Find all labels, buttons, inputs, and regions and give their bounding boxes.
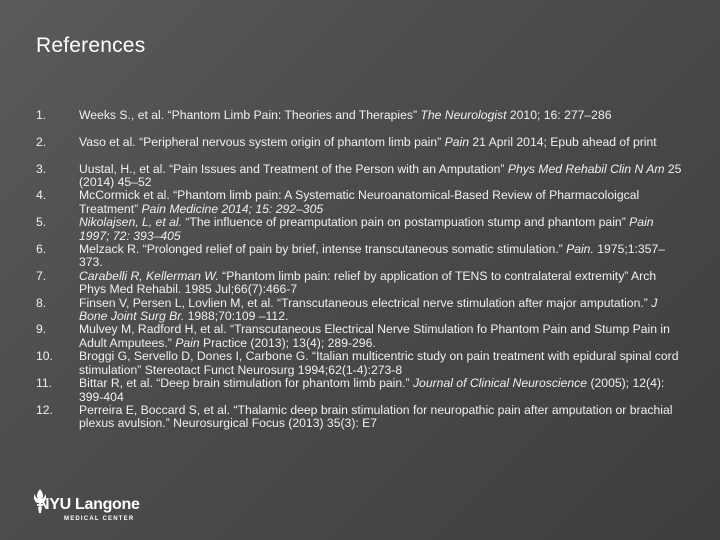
reference-item xyxy=(36,243,686,270)
reference-text xyxy=(79,403,672,430)
reference-italic-segment: Pain. xyxy=(566,242,594,257)
reference-text xyxy=(79,108,612,122)
reference-segment: Bittar R, et al. “Deep brain stimulation for phantom limb pain.” xyxy=(79,376,413,391)
reference-segment: Melzack R. “Prolonged relief of pain by brief, intense transcutaneous somatic stimulation.” xyxy=(79,242,567,257)
reference-number: 8. xyxy=(36,295,47,310)
reference-item xyxy=(36,404,686,431)
reference-number: 12. xyxy=(36,402,53,417)
reference-item xyxy=(36,270,686,297)
reference-text xyxy=(79,215,654,242)
reference-segment: 1975;1:357–373. xyxy=(79,242,666,270)
reference-number: 10. xyxy=(36,349,53,364)
slide-title: References xyxy=(36,34,146,57)
reference-item xyxy=(36,297,686,324)
reference-segment: Mulvey M, Radford H, et al. “Transcutaneous Electrical Nerve Stimulation fo Phantom Pain and Stump Pain in Adult Amputees.” xyxy=(79,322,670,350)
reference-segment: Weeks S., et al. “Phantom Limb Pain: Theories and Therapies” xyxy=(79,108,421,122)
reference-number: 3. xyxy=(36,161,47,176)
reference-segment: Uustal, H., et al. “Pain Issues and Treatment of the Person with an Amputation” xyxy=(79,161,508,176)
reference-number: 11. xyxy=(36,376,53,391)
reference-italic-segment: Phys Med Rehabil Clin N Am xyxy=(507,161,665,176)
reference-item xyxy=(36,323,686,350)
reference-text xyxy=(79,162,681,189)
reference-item xyxy=(36,163,686,190)
reference-item xyxy=(36,136,686,163)
reference-segment: “Phantom limb pain: relief by application of TENS to contralateral extremity” Arch Phys Med Rehabil. 1985 Jul;66(7):466-7 xyxy=(79,268,657,297)
reference-segment: “The influence of preamputation pain on postampuation stump and phantom pain” xyxy=(181,215,630,230)
reference-number: 6. xyxy=(36,242,47,257)
reference-text xyxy=(79,322,670,349)
reference-item xyxy=(36,216,686,243)
reference-italic-segment: Pain xyxy=(175,335,200,350)
reference-list xyxy=(36,109,686,431)
reference-segment: (2005); 12(4): 399-404 xyxy=(79,376,665,404)
reference-item xyxy=(36,189,686,216)
reference-italic-segment: Pain Medicine 2014; 15: 292–305 xyxy=(141,201,324,216)
reference-number: 5. xyxy=(36,215,47,230)
reference-segment: 1988;70:109 –112. xyxy=(184,309,289,324)
reference-number: 1. xyxy=(36,108,47,122)
reference-number: 2. xyxy=(36,134,47,149)
reference-text xyxy=(79,296,657,323)
reference-italic-segment: Pain xyxy=(444,134,469,149)
reference-segment: 2010; 16: 277–286 xyxy=(506,108,612,122)
logo-name: NYU Langone xyxy=(38,496,140,513)
reference-italic-segment: Journal of Clinical Neuroscience xyxy=(412,376,588,391)
reference-segment: Vaso et al. “Peripheral nervous system origin of phantom limb pain” xyxy=(79,134,445,149)
reference-segment: McCormick et al. “Phantom limb pain: A Systematic Neuroanatomical-Based Review of Pharmacoloigcal Treatment” xyxy=(79,188,640,216)
reference-text xyxy=(79,242,665,269)
reference-italic-segment: J Bone Joint Surg Br. xyxy=(79,295,658,324)
reference-segment: Finsen V, Persen L, Lovlien M, et al. “Transcutaneous electrical nerve stimulation after major amputation.” xyxy=(79,295,652,310)
reference-text xyxy=(79,376,664,403)
reference-italic-segment: Nikolajsen, L, et al. xyxy=(79,215,182,230)
reference-segment: Broggi G, Servello D, Dones I, Carbone G. “Italian multicentric study on pain treatment with epidural spinal cord stimulation” Stereotact Funct Neurosurg 1994;62(1-4):273-8 xyxy=(79,349,679,377)
reference-item xyxy=(36,350,686,377)
reference-italic-segment: Carabelli R, Kellerman W. xyxy=(79,268,219,283)
reference-number: 4. xyxy=(36,188,47,203)
reference-number: 9. xyxy=(36,322,47,337)
reference-italic-segment: Pain 1997; 72: 393–405 xyxy=(79,215,654,243)
reference-item xyxy=(36,377,686,404)
reference-number: 7. xyxy=(36,268,47,283)
reference-segment: 25 (2014) 45–52 xyxy=(79,161,682,189)
reference-italic-segment: The Neurologist xyxy=(420,108,507,122)
reference-segment: Perreira E, Boccard S, et al. “Thalamic deep brain stimulation for neuropathic pain after amputation or brachial plexus avulsion.” Neurosurgical Focus (2013) 35(3): E7 xyxy=(79,402,673,431)
logo-subtitle: MEDICAL CENTER xyxy=(64,516,135,522)
reference-text xyxy=(79,135,657,149)
nyu-langone-logo xyxy=(28,486,158,532)
reference-text xyxy=(79,349,679,376)
reference-text xyxy=(79,188,639,215)
reference-text xyxy=(79,269,656,296)
reference-item xyxy=(36,109,686,136)
reference-segment: 21 April 2014; Epub ahead of print xyxy=(468,134,657,149)
reference-segment: Practice (2013); 13(4); 289-296. xyxy=(199,335,376,350)
